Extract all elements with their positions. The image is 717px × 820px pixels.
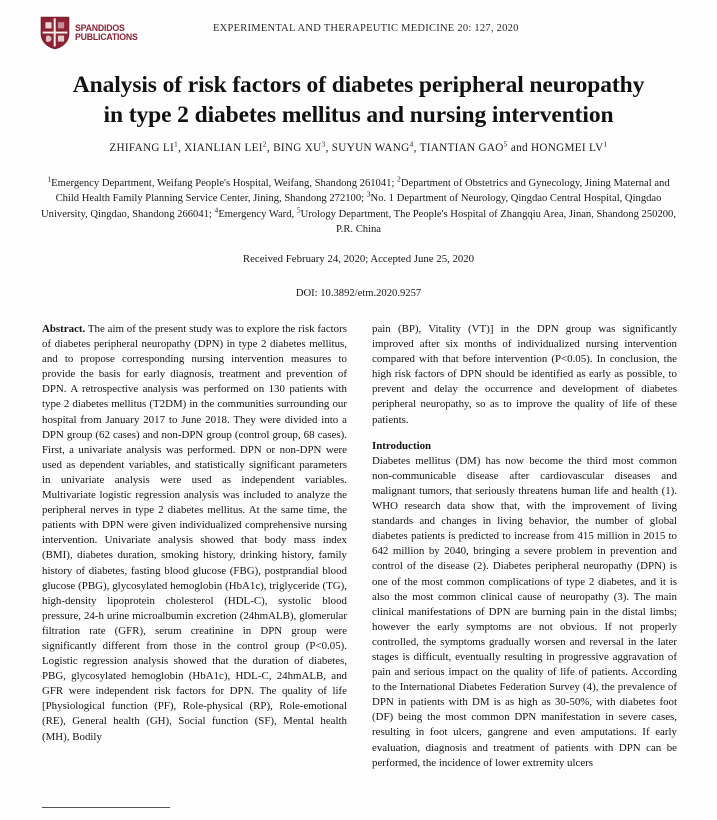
- page-title: [50, 70, 667, 130]
- wordmark-line-2: PUBLICATIONS: [75, 32, 138, 43]
- left-column: [42, 322, 347, 820]
- doi-line[interactable]: DOI: 10.3892/etm.2020.9257: [295, 288, 422, 299]
- abstract-left-text: The aim of the present study was to explore the risk factors of diabetes peripheral neuropathy (DPN) in type 2 diabetes mellitus, and to propose corresponding nursing intervention measures to provide the basis for early diagnosis, treatment and prevention of DPN. A retrospective analysis was performed on 130 patients with type 2 diabetes mellitus (T2DM) in the communities surrounding our hospital from January 2017 to June 2018. They were divided into a DPN group (62 cases) and non-DPN group (control group, 68 cases). First, a univariate analysis was performed. DPN or non-DPN were used as dependent variables, and statistically significant parameters in univariate analysis were used as independent variables. Multivariate logistic regression analysis was included to analyze the peripheral nerves in type 2 diabetes mellitus. At the same time, the patients with DPN were given individualized comprehensive nursing intervention. Univariate analysis showed that body mass index (BMI), diabetes duration, smoking history, drinking history, family history of diabetes, fasting blood glucose (FBG), postprandial blood glucose (PBG), glycosylated hemoglobin (HbA1c), triglyceride (TG), high-density lipoprotein cholesterol (HDL-C), systolic blood pressure, 24-h urine microalbumin excretion (24hmALB), glomerular filtration rate (GFR), serum creatinine in DPN group were significantly different from those in the control group (P<0.05). Logistic regression analysis showed that the duration of diabetes, PBG, glycosylated hemoglobin (HbA1c), HDL-C, 24hmALB, and GFR were independent risk factors for DPN. The quality of life [Physiological function (PF), Role-physical (RP), Role-emotional (RE), General health (GH), Social function (SF), Mental health (MH), Bodily: [42, 323, 347, 743]
- received-accepted-dates: Received February 24, 2020; Accepted June 25, 2020: [242, 253, 475, 265]
- abstract-continued: pain (BP), Vitality (VT)] in the DPN group was significantly improved after six months of individualized nursing intervention compared with that before intervention (P<0.05). In conclusion, the high risk factors of DPN should be identified as early as possible, to prevent and delay the occurrence and development of diabetes peripheral neuropathy, so as to improve the quality of life of these patients.: [372, 323, 677, 426]
- body-columns: [42, 322, 677, 820]
- section-heading-introduction: Introduction: [372, 439, 432, 452]
- title-line-2: in type 2 diabetes mellitus and nursing intervention: [103, 102, 614, 129]
- affiliations: [40, 176, 677, 238]
- right-column: [372, 322, 677, 820]
- title-line-1: Analysis of risk factors of diabetes peripheral neuropathy: [72, 72, 645, 98]
- publisher-logo-block[interactable]: [40, 16, 143, 50]
- author-list-text: ZHIFANG $LI^1$, XIANLIAN LEI$^2$, BING $XU^3$, SUYUN WANG$^4$, TIANTIAN GAO$^5$ and HONGMEI $LV^1$: [109, 139, 608, 154]
- paragraph-gap: [372, 428, 677, 439]
- shield-icon: [40, 16, 70, 50]
- abstract-paragraph: [42, 322, 347, 745]
- footnote-rule: [42, 807, 170, 808]
- wordmark-line-1: SPANDIDOS: [75, 22, 125, 34]
- publisher-wordmark: [75, 24, 143, 43]
- journal-citation: EXPERIMENTAL AND THERAPEUTIC MEDICINE 20: 127, 2020: [213, 23, 519, 34]
- abstract-label: Abstract.: [42, 323, 86, 335]
- affiliations-text: $^1$Emergency Department, Weifang People's Hospital, Weifang, Shandong 261041; $^2$Department of Obstetrics and Gynecology, Jining Maternal and Child Health Family Planning Service Center, Jining, Shandong 272100; $^3$No. 1 Department of Neurology, Qingdao Central Hospital, Qingdao University, Qingdao, Shandong 266041; $^4$Emergency Ward, $^5$Urology Department, The People's Hospital of Zhangqiu Area, Jinan, Shandong 250200, P.R. China: [41, 174, 676, 236]
- introduction-paragraph: Diabetes mellitus (DM) has now become the third most common non-communicable disease after cardiovascular diseases and malignant tumors, that seriously threatens human life and health (1). WHO research data show that, with the improvement of living standards and changes in living behavior, the number of global diabetes patients is predicted to increase from 415 million in 2015 to 642 million by 2040, bringing a severe problem in prevention and control of the disease (2). Diabetes peripheral neuropathy (DPN) is one of the most common complications of type 2 diabetes, and it is also the most common clinical cause of neuropathy (3). The main clinical manifestations of DPN are burning pain in the distal limbs; however the early symptoms are not obvious. If not properly controlled, the symptoms gradually worsen and reversal in the later stages is difficult, eventually resulting in progressive aggravation of pain and serious impact on the quality of life of patients. According to the International Diabetes Federation Survey (4), the prevalence of DPN in patients with DM is as high as 30-50%, with diabetes foot (DF) being the most common DPN manifestation in severe cases, resulting in foot ulcers, gangrene and even amputations. If early evaluation, diagnosis and treatment of patients with DPN can be performed, the incidence of lower extremity ulcers: [372, 454, 677, 769]
- running-head: [0, 14, 717, 56]
- author-list: [50, 139, 667, 154]
